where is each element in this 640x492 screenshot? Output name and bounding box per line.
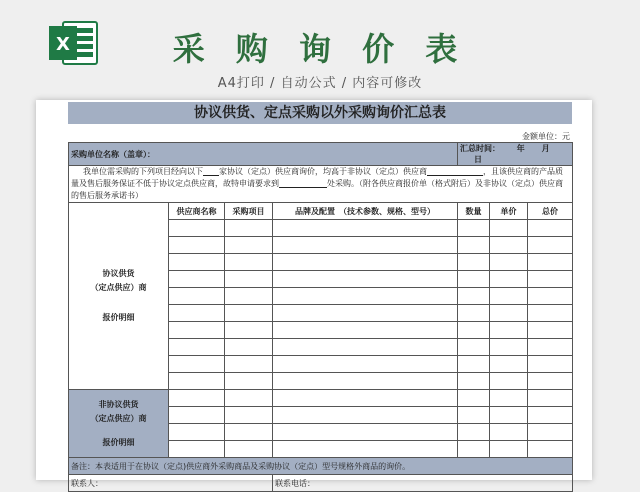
inquiry-table [68,142,573,492]
unit-row [69,143,573,166]
spreadsheet-preview [36,100,592,488]
col-unit-price: 单价 [490,203,528,220]
group-agreement-supplier: 协议供货 （定点供应）商 报价明细 [69,203,169,390]
contact-phone-cell[interactable] [273,475,573,492]
contact-row [69,475,573,492]
remark-row [69,458,573,475]
column-header-row [69,203,573,220]
unit-name-label: 采购单位名称（盖章）： [71,149,155,159]
date-month: 月 [541,144,550,153]
header [0,0,640,100]
table-row [69,390,573,407]
remark-text: 备注：本表适用于在协议（定点)供应商外采购商品及采购协议（定点）型号规格外商品的询价。 [69,458,573,475]
group-non-agreement-supplier: 非协议供货 （定点供应）商 报价明细 [69,390,169,458]
sheet-title: 协议供货、定点采购以外采购询价汇总表 [68,102,572,124]
unit-name-cell[interactable] [69,143,458,166]
date-year: 年 [516,144,525,153]
contact-phone-label: 联系电话： [275,478,315,488]
date-day: 日 [474,155,482,164]
contact-person-cell[interactable] [69,475,273,492]
contact-person-label: 联系人： [71,478,103,488]
date-cell[interactable] [458,143,573,166]
col-brand-config: 品牌及配置 （技术参数、规格、型号） [273,203,458,220]
notice-row [69,166,573,203]
date-label: 汇总时间： [460,144,500,153]
col-quantity: 数量 [458,203,490,220]
page-subtitle: A4打印 / 自动公式 / 内容可修改 [217,76,423,91]
col-supplier-name: 供应商名称 [169,203,225,220]
page-title: 采 购 询 价 表 [172,30,468,68]
currency-unit: 金额单位：元 [522,132,570,141]
col-total-price: 总价 [528,203,573,220]
notice-text[interactable]: 我单位需采购的下列项目经向以下 家协议（定点）供应商询价，均高于非协议（定点）供应商 ，且该供应商的产品质量及售后服务保证不低于协议定点供应商，故特申请要求到 处采购。（附各供应商报价单（格式附后）及非协议（定点）供应商的售后服务承诺书） [69,166,573,203]
col-purchase-item: 采购项目 [225,203,273,220]
svg-text:X: X [56,34,70,55]
